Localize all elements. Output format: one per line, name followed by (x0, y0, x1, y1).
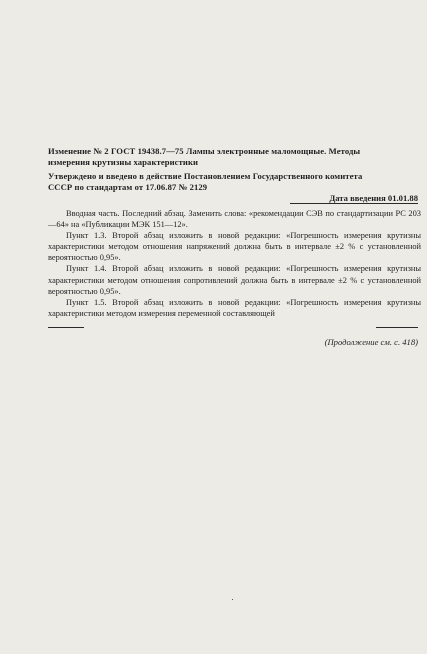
footer-rule-left (48, 327, 84, 328)
continuation-note: (Продолжение см. с. 418) (324, 337, 418, 347)
scan-speck (232, 599, 233, 600)
approval-line-1: Утверждено и введено в действие Постановлением Государственного комитета (48, 171, 363, 181)
footer-rule-right (376, 327, 418, 328)
paragraph-1-3: Пункт 1.3. Второй абзац изложить в новой редакции: «Погрешность измерения крутизны характеристики методом отношения напряжений должна быть в интервале ±2 % с установленной вероятностью 0,95». (48, 231, 421, 263)
amendment-heading (48, 146, 421, 168)
heading-line-1: Изменение № 2 ГОСТ 19438.7—75 Лампы электронные маломощные. Методы (48, 146, 361, 156)
paragraph-1-5: Пункт 1.5. Второй абзац изложить в новой редакции: «Погрешность измерения крутизны характеристики методом измерения переменной составляющей (48, 297, 421, 318)
amendment-body (48, 208, 421, 319)
effective-date: Дата введения 01.01.88 (329, 193, 418, 203)
heading-line-2: измерения крутизны характеристики (48, 157, 199, 167)
date-underline (290, 203, 418, 204)
approval-statement (48, 171, 421, 193)
paragraph-1-4: Пункт 1.4. Второй абзац изложить в новой редакции: «Погрешность измерения крутизны характеристики методом отношения сопротивлений должна быть в интервале ±2 % с установленной вероятностью 0,95». (48, 264, 421, 296)
approval-line-2: СССР по стандартам от 17.06.87 № 2129 (48, 182, 208, 192)
paragraph-intro: Вводная часть. Последний абзац. Заменить слова: «рекомендации СЭВ по стандартизации РС 203—64» на «Публикации МЭК 151—12». (48, 209, 421, 230)
